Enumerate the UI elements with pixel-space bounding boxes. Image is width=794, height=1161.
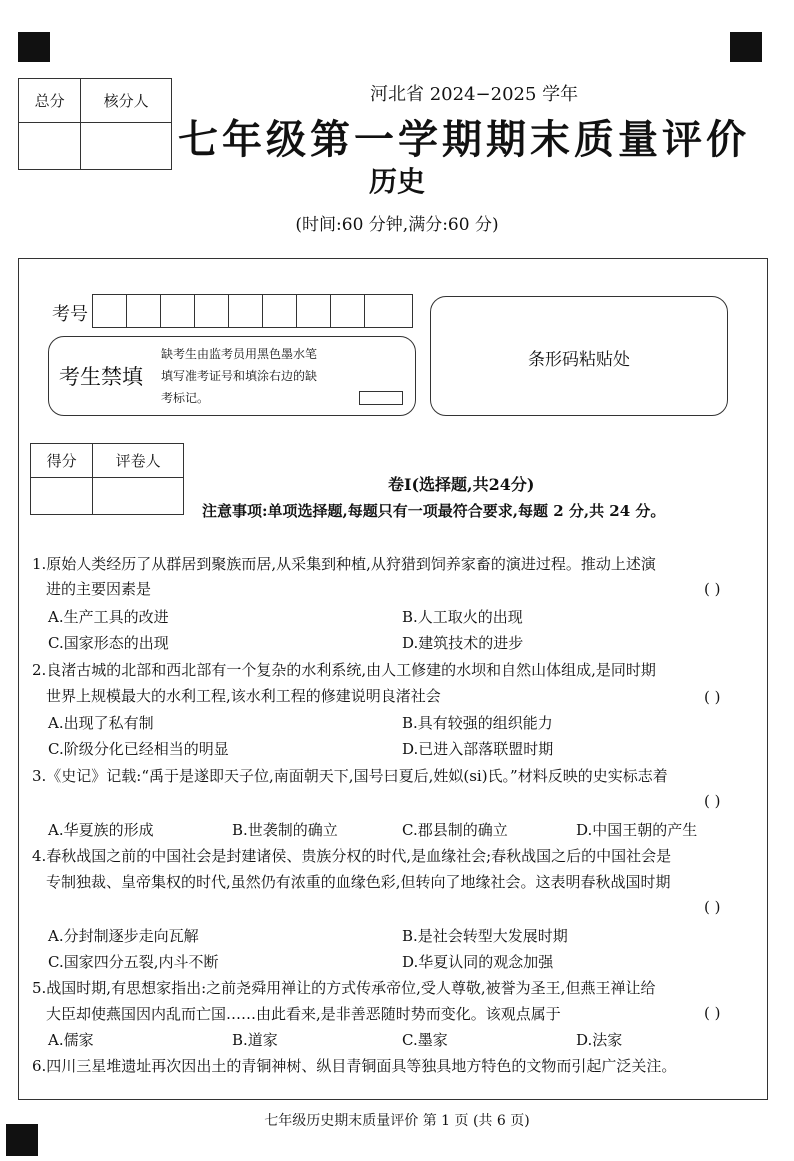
q4-option-d[interactable]: D.华夏认同的观念加强 bbox=[402, 953, 554, 971]
q4-stem-line1: 4.春秋战国之前的中国社会是封建诸侯、贵族分权的时代,是血缘社会;春秋战国之后的中国社会是 bbox=[32, 847, 672, 865]
section-title: 卷Ⅰ(选择题,共24分) bbox=[388, 475, 535, 494]
q5-option-b[interactable]: B.道家 bbox=[232, 1031, 278, 1049]
forbidden-instructions: 缺考生由监考员用黑色墨水笔 填写准考证号和填涂右边的缺 考标记。 bbox=[161, 347, 318, 405]
q5-option-a[interactable]: A.儒家 bbox=[48, 1031, 94, 1049]
q4-option-a[interactable]: A.分封制逐步走向瓦解 bbox=[48, 927, 199, 945]
absent-mark-box[interactable] bbox=[359, 391, 403, 405]
time-info: (时间:60 分钟,满分:60 分) bbox=[295, 215, 499, 235]
registration-mark-top-left bbox=[18, 32, 50, 62]
q2-option-d[interactable]: D.已进入部落联盟时期 bbox=[402, 740, 554, 758]
q1-option-b[interactable]: B.人工取火的出现 bbox=[402, 608, 523, 626]
q1-option-c[interactable]: C.国家形态的出现 bbox=[48, 634, 169, 652]
q5-option-d[interactable]: D.法家 bbox=[576, 1031, 623, 1049]
q5-option-c[interactable]: C.墨家 bbox=[402, 1031, 448, 1049]
exam-number-boxes[interactable] bbox=[92, 294, 413, 328]
q4-option-b[interactable]: B.是社会转型大发展时期 bbox=[402, 927, 568, 945]
candidate-forbidden-box bbox=[48, 336, 416, 416]
grader-cell[interactable] bbox=[93, 478, 184, 515]
province-year: 河北省 2024−2025 学年 bbox=[370, 84, 579, 105]
q5-answer-blank[interactable]: ( ) bbox=[704, 1004, 721, 1022]
section-notice: 注意事项:单项选择题,每题只有一项最符合要求,每题 2 分,共 24 分。 bbox=[202, 502, 666, 520]
q2-option-c[interactable]: C.阶级分化已经相当的明显 bbox=[48, 740, 229, 758]
checker-header: 核分人 bbox=[81, 79, 172, 123]
q2-option-b[interactable]: B.具有较强的组织能力 bbox=[402, 714, 553, 732]
grader-header: 评卷人 bbox=[93, 444, 184, 478]
subject-title: 历史 bbox=[368, 165, 425, 198]
q2-stem-line1: 2.良渚古城的北部和西北部有一个复杂的水利系统,由人工修建的水坝和自然山体组成,是同时期 bbox=[32, 661, 656, 679]
q1-option-a[interactable]: A.生产工具的改进 bbox=[48, 608, 169, 626]
forbidden-label: 考生禁填 bbox=[59, 365, 143, 389]
score-header: 得分 bbox=[31, 444, 93, 478]
registration-mark-top-right bbox=[730, 32, 762, 62]
total-score-header: 总分 bbox=[19, 79, 81, 123]
q3-option-a[interactable]: A.华夏族的形成 bbox=[48, 821, 154, 839]
q5-stem-line2: 大臣却使燕国因内乱而亡国……由此看来,是非善恶随时势而变化。该观点属于 bbox=[46, 1005, 561, 1023]
q3-answer-blank[interactable]: ( ) bbox=[704, 792, 721, 810]
exam-number-label: 考号 bbox=[52, 304, 88, 325]
q5-stem-line1: 5.战国时期,有思想家指出:之前尧舜用禅让的方式传承帝位,受人尊敬,被誉为圣王,但燕王禅让给 bbox=[32, 979, 656, 997]
grader-table bbox=[30, 443, 184, 515]
q3-option-c[interactable]: C.郡县制的确立 bbox=[402, 821, 508, 839]
q1-stem-line1: 1.原始人类经历了从群居到聚族而居,从采集到种植,从狩猎到饲养家畜的演进过程。推动上述演 bbox=[32, 555, 656, 573]
barcode-area bbox=[430, 296, 728, 416]
barcode-label: 条形码粘贴处 bbox=[528, 350, 630, 370]
q3-option-b[interactable]: B.世袭制的确立 bbox=[232, 821, 338, 839]
q2-option-a[interactable]: A.出现了私有制 bbox=[48, 714, 154, 732]
q3-stem-line1: 3.《史记》记载:“禹于是遂即天子位,南面朝天下,国号曰夏后,姓姒(si)氏。”材料反映的史实标志着 bbox=[32, 767, 668, 785]
page-footer: 七年级历史期末质量评价 第 1 页 (共 6 页) bbox=[264, 1113, 530, 1129]
q4-stem-line2: 专制独裁、皇帝集权的时代,虽然仍有浓重的血缘色彩,但转向了地缘社会。这表明春秋战国时期 bbox=[46, 873, 671, 891]
q4-answer-blank[interactable]: ( ) bbox=[704, 898, 721, 916]
score-cell[interactable] bbox=[31, 478, 93, 515]
q2-stem-line2: 世界上规模最大的水利工程,该水利工程的修建说明良渚社会 bbox=[46, 687, 441, 705]
q4-option-c[interactable]: C.国家四分五裂,内斗不断 bbox=[48, 953, 219, 971]
total-score-table bbox=[18, 78, 172, 170]
q1-answer-blank[interactable]: ( ) bbox=[704, 580, 721, 598]
q6-stem-line1: 6.四川三星堆遗址再次因出土的青铜神树、纵目青铜面具等独具地方特色的文物而引起广泛关注。 bbox=[32, 1057, 677, 1075]
q2-answer-blank[interactable]: ( ) bbox=[704, 688, 721, 706]
q3-option-d[interactable]: D.中国王朝的产生 bbox=[576, 821, 698, 839]
main-title: 七年级第一学期期末质量评价 bbox=[178, 116, 750, 163]
q1-stem-line2: 进的主要因素是 bbox=[46, 580, 152, 598]
q1-option-d[interactable]: D.建筑技术的进步 bbox=[402, 634, 524, 652]
